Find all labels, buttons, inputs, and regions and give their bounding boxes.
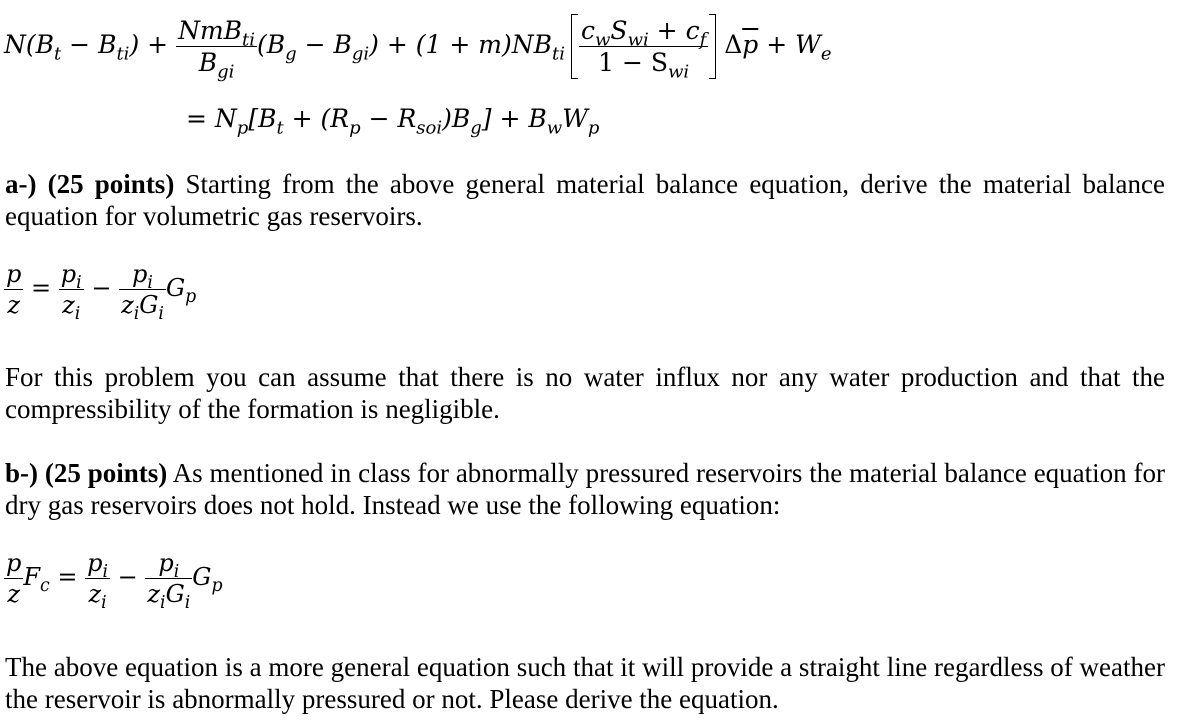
eq-sub: p — [587, 117, 600, 139]
frac-den-sub: i — [74, 304, 81, 325]
frac-num: p — [132, 260, 148, 288]
eq-text: + W — [758, 30, 821, 59]
eq-text: [B — [248, 104, 277, 133]
main-equation-line1 — [4, 16, 832, 83]
eq-sub: p — [349, 117, 361, 139]
frac-num: p — [60, 260, 77, 288]
frac-den-sub: i — [158, 304, 164, 325]
frac-den-sub: i — [101, 593, 107, 614]
eq-sub: gi — [351, 43, 370, 65]
frac-num: p — [6, 260, 22, 288]
bracket-compressibility — [571, 16, 716, 83]
fraction-nmbti-bgi — [176, 16, 257, 83]
eq-sub: g — [285, 43, 297, 65]
eq-sub: t — [276, 117, 284, 139]
assumption-text: For this problem you can assume that there is no water influx nor any water production and that the compressibility of the formation is negligible. — [5, 362, 1165, 424]
frac-den: z — [147, 580, 161, 608]
delta-symbol: Δ — [716, 30, 743, 59]
fraction-pi-zi — [59, 260, 84, 325]
eq-sub: g — [470, 117, 482, 139]
eq-text: = N — [186, 104, 237, 133]
frac-den: 1 − S — [598, 48, 668, 77]
eq-text: − B — [296, 30, 352, 59]
eq-text: N(B — [4, 30, 54, 59]
part-a-text: Starting from the above general material balance equation, derive the material balance equation for volumetric gas reservoirs. — [5, 169, 1165, 231]
part-b-label: b-) (25 points) — [5, 458, 168, 488]
eq-sub: ti — [551, 43, 565, 65]
conclusion-paragraph — [5, 651, 1165, 715]
minus-sign: − — [91, 274, 112, 302]
frac-num-sub: i — [76, 273, 82, 294]
eq-text: ) + (1 + m)NB — [369, 30, 552, 59]
eq-text: )B — [442, 104, 471, 133]
frac-num: p — [6, 549, 22, 577]
part-b-paragraph — [5, 457, 1165, 521]
eq-text: ) + — [129, 30, 177, 59]
frac-num-sub: ti — [242, 29, 256, 51]
fraction-pi-zi — [85, 549, 110, 614]
part-b-text: As mentioned in class for abnormally pressured reservoirs the material balance equation for dry gas reservoirs does not hold. Instead we use the following equation: — [5, 458, 1166, 520]
frac-num-sub: i — [102, 562, 108, 583]
frac-num: S — [610, 16, 628, 45]
frac-den: z — [7, 291, 21, 319]
frac-num: NmB — [178, 16, 243, 45]
frac-den: z — [88, 580, 102, 608]
eq-text: ] + B — [481, 104, 547, 133]
frac-num: p — [158, 549, 174, 577]
gp-symbol: G — [165, 274, 186, 302]
minus-sign: − — [117, 563, 138, 591]
conclusion-text: The above equation is a more general equation such that it will provide a straight line regardless of weather the reservoir is abnormally pressured or not. Please derive the equation. — [5, 652, 1165, 714]
fc-sub: c — [40, 576, 50, 597]
eq-sub: soi — [416, 117, 443, 139]
part-a-label: a-) (25 points) — [5, 169, 175, 199]
eq-text: + (R — [283, 104, 350, 133]
eq-text: − R — [360, 104, 417, 133]
eq-text: (B — [257, 30, 286, 59]
part-a-paragraph — [5, 168, 1165, 232]
frac-den-sub: i — [160, 593, 166, 614]
eq-sub: t — [54, 43, 62, 65]
eq-sub: w — [546, 117, 563, 139]
abnormal-pressure-equation — [4, 549, 223, 614]
eq-text: W — [562, 104, 588, 133]
eq-sub: ti — [116, 43, 130, 65]
frac-num: + c — [648, 16, 700, 45]
frac-num-sub: i — [147, 273, 153, 294]
equals-sign: = — [57, 563, 78, 591]
frac-den: z — [7, 580, 21, 608]
p-bar: $\overline{p}$ — [742, 30, 759, 59]
frac-den: G — [165, 580, 185, 608]
frac-den-sub: i — [184, 593, 191, 614]
eq-sub: e — [820, 43, 832, 65]
fraction-p-z — [4, 262, 23, 317]
gp-sub: p — [211, 576, 223, 597]
main-equation-line2 — [186, 104, 600, 139]
fraction-compressibility — [579, 16, 708, 83]
frac-num: p — [87, 549, 103, 577]
frac-den-sub: gi — [217, 61, 235, 83]
frac-den-sub: wi — [667, 61, 690, 83]
eq-sub: p — [236, 117, 249, 139]
frac-den: G — [139, 291, 159, 319]
fc-symbol: F — [23, 563, 41, 591]
frac-num-sub: f — [699, 29, 707, 51]
equals-sign: = — [31, 274, 52, 302]
frac-num-sub: wi — [627, 29, 649, 51]
gp-symbol: G — [192, 563, 212, 591]
frac-num-sub: i — [173, 562, 180, 583]
fraction-pi-zigi — [119, 260, 166, 325]
frac-den: z — [121, 291, 134, 319]
volumetric-gas-equation — [4, 260, 197, 325]
fraction-pi-zigi — [145, 549, 192, 614]
fraction-p-z — [4, 551, 23, 606]
eq-text: − B — [61, 30, 117, 59]
assumption-paragraph — [5, 361, 1165, 425]
frac-den-sub: i — [133, 304, 140, 325]
frac-den: z — [62, 291, 75, 319]
frac-num-sub: w — [595, 29, 611, 51]
frac-den: B — [198, 48, 218, 77]
frac-num: c — [580, 16, 595, 45]
gp-sub: p — [185, 287, 197, 308]
